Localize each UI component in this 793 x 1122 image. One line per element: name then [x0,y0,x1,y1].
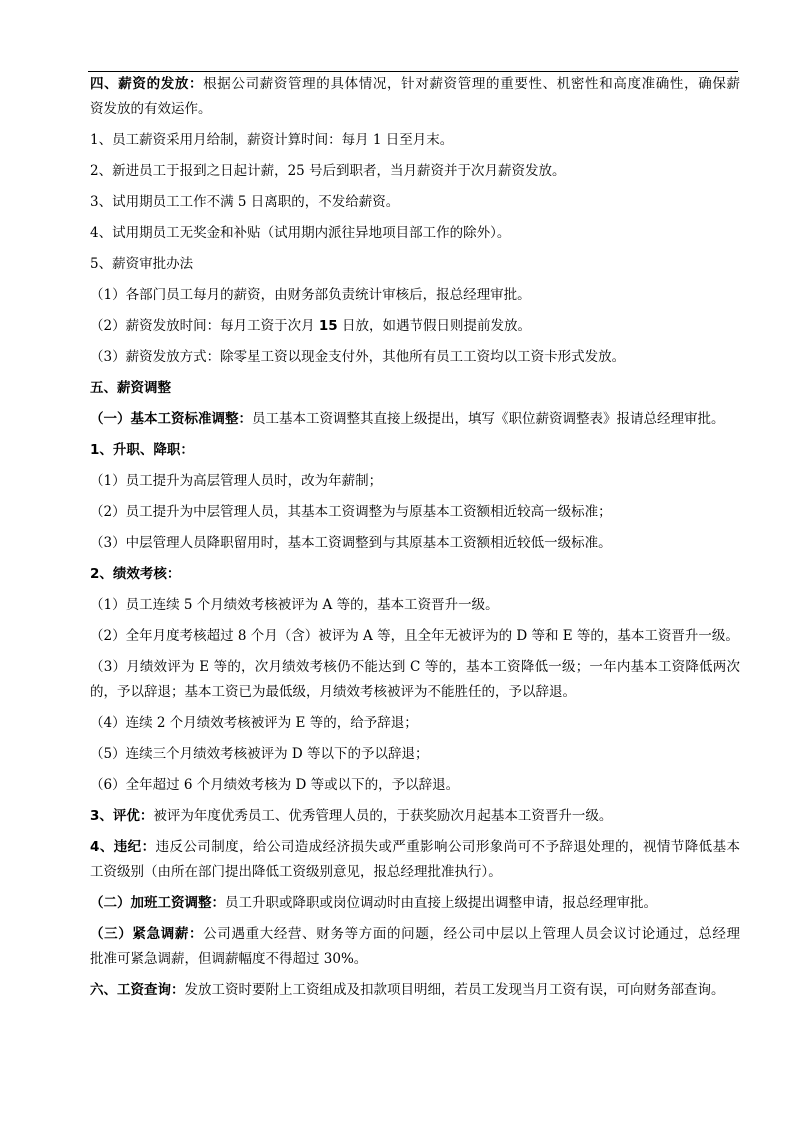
section-4-heading: 四、薪资的发放： [90,76,204,92]
paragraph-heading: 4、违纪： [90,839,156,855]
list-item: 5、薪资审批办法 [90,256,194,272]
document-body [90,77,740,1014]
paragraph-overtime [90,896,740,911]
sub-item [90,319,740,334]
list-item: 1、员工薪资采用月给制，薪资计算时间：每月 1 日至月末。 [90,132,454,148]
paragraph-text: 公司遇重大经营、财务等方面的问题，经公司中层以上管理人员会议讨论通过，总经理 [203,926,740,942]
sub-item: （6）全年超过 6 个月绩效考核为 D 等或以下的，予以辞退。 [90,777,460,793]
sub-item: （2）员工提升为中层管理人员，其基本工资调整为与原基本工资额相近较高一级标准； [90,504,612,520]
section-6-text: 发放工资时要附上工资组成及扣款项目明细，若员工发现当月工资有误，可向财务部查询。 [184,982,725,998]
sub-item-text: （2）薪资发放时间：每月工资于次月 [90,318,319,334]
paragraph-text: 员工升职或降职或岗位调动时由直接上级提出调整申请，报总经理审批。 [225,895,657,911]
paragraph-basic-salary [90,412,740,427]
list-item: 4、试用期员工无奖金和补贴（试用期内派往异地项目部工作的除外）。 [90,225,511,241]
section-4-paragraph [90,77,740,92]
list-item: 2、新进员工于报到之日起计薪，25 号后到职者，当月薪资并于次月薪资发放。 [90,163,566,179]
sub-item: （3）中层管理人员降职留用时，基本工资调整到与其原基本工资额相近较低一级标准。 [90,535,612,551]
sub-item: （2）全年月度考核超过 8 个月（含）被评为 A 等，且全年无被评为的 D 等和 E 等的，基本工资晋升一级。 [90,628,739,644]
paragraph-text-cont: 批准可紧急调薪，但调薪幅度不得超过 30%。 [90,951,368,967]
section-5-heading: 五、薪资调整 [90,380,171,396]
sub-item: （1）员工连续 5 个月绩效考核被评为 A 等的，基本工资晋升一级。 [90,597,499,613]
paragraph-text-cont: 工资级别（由所在部门提出降低工资级别意见，报总经理批准执行）。 [90,864,502,880]
section-4-text: 根据公司薪资管理的具体情况，针对薪资管理的重要性、机密性和高度准确性，确保薪 [203,76,740,92]
subsection-heading: 2、绩效考核： [90,566,181,582]
paragraph-heading: （一）基本工资标准调整： [90,411,252,427]
paragraph-text: 员工基本工资调整其直接上级提出，填写《职位薪资调整表》报请总经理审批。 [252,411,725,427]
sub-item: （4）连续 2 个月绩效考核被评为 E 等的，给予辞退； [90,715,418,731]
sub-item-text: 日放，如遇节假日则提前发放。 [337,318,531,334]
paragraph-text: 违反公司制度，给公司造成经济损失或严重影响公司形象尚可不予辞退处理的，视情节降低基本 [155,839,740,855]
paragraph-heading: 3、评优： [90,808,154,824]
section-6-heading: 六、工资查询： [90,982,185,998]
paragraph-urgent [90,927,740,942]
paragraph-award [90,809,740,824]
header-rule [88,71,738,72]
sub-item: （3）月绩效评为 E 等的，次月绩效考核仍不能达到 C 等的，基本工资降低一级；一年内基本工资降低两次 [90,659,740,675]
subsection-heading: 1、升职、降职： [90,442,194,458]
paragraph-heading: （二）加班工资调整： [90,895,225,911]
sub-item: （5）连续三个月绩效考核被评为 D 等以下的予以辞退； [90,746,429,762]
paragraph-discipline [90,840,740,855]
pay-day-number: 15 [318,318,338,334]
list-item: 3、试用期员工工作不满 5 日离职的，不发给薪资。 [90,194,400,210]
sub-item: （1）员工提升为高层管理人员时，改为年薪制； [90,473,383,489]
sub-item-cont: 的，予以辞退；基本工资已为最低级，月绩效考核被评为不能胜任的，予以辞退。 [90,684,576,700]
sub-item: （3）薪资发放方式：除零星工资以现金支付外，其他所有员工工资均以工资卡形式发放。 [90,349,626,365]
paragraph-heading: （三）紧急调薪： [90,926,204,942]
paragraph-text: 被评为年度优秀员工、优秀管理人员的，于获奖励次月起基本工资晋升一级。 [153,808,613,824]
section-4-text-cont: 资发放的有效运作。 [90,101,212,117]
section-6-paragraph [90,983,740,998]
sub-item: （1）各部门员工每月的薪资，由财务部负责统计审核后，报总经理审批。 [90,287,531,303]
